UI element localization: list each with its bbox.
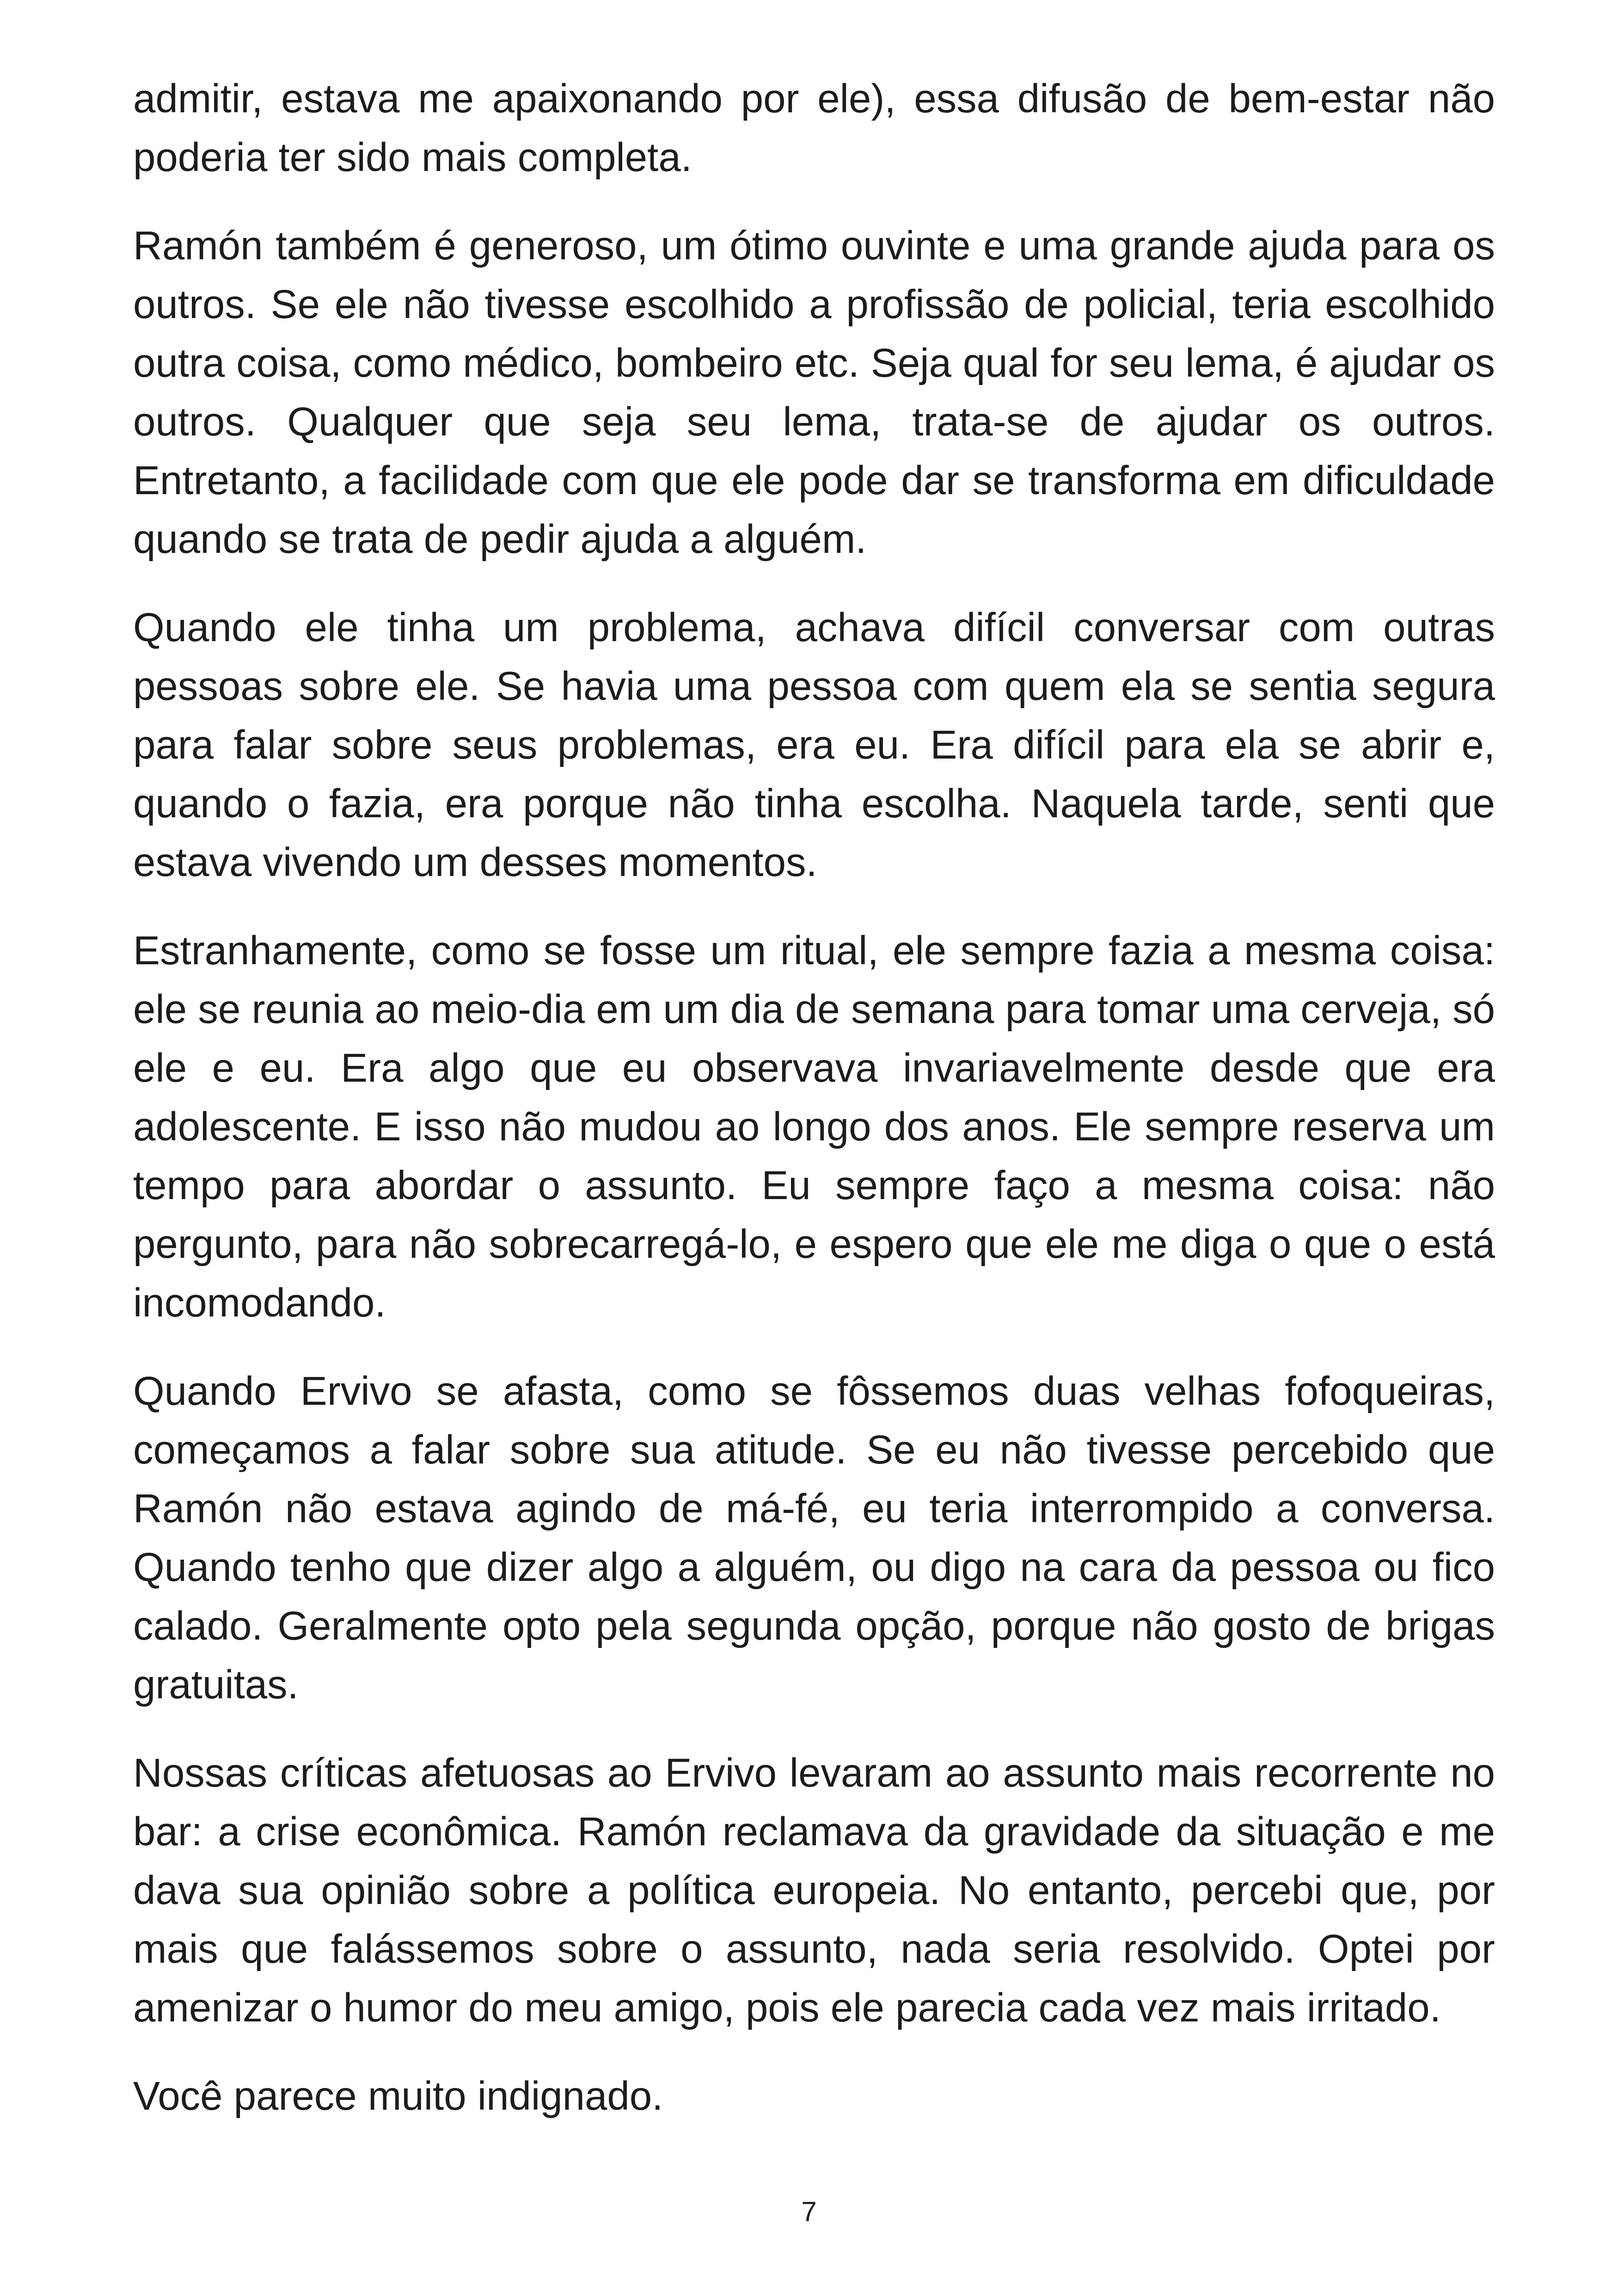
paragraph-5: Quando Ervivo se afasta, como se fôssemos duas velhas fofoqueiras, começamos a falar sobre sua atitude. Se eu não tivesse percebido que Ramón não estava agindo de má-fé, eu teria interrompido a conversa. Quando tenho que dizer algo a alguém, ou digo na cara da pessoa ou fico calado. Geralmente opto pela segunda opção, porque não gosto de brigas gratuitas.	[133, 1369, 1495, 1707]
paragraph-2: Ramón também é generoso, um ótimo ouvinte e uma grande ajuda para os outros. Se ele não tivesse escolhido a profissão de policial, teria escolhido outra coisa, como médico, bombeiro etc. Seja qual for seu lema, é ajudar os outros. Qualquer que seja seu lema, trata-se de ajudar os outros. Entretanto, a facilidade com que ele pode dar se transforma em dificuldade quando se trata de pedir ajuda a alguém.	[133, 223, 1495, 562]
paragraph-3: Quando ele tinha um problema, achava difícil conversar com outras pessoas sobre ele. Se havia uma pessoa com quem ela se sentia segura para falar sobre seus problemas, era eu. Era difícil para ela se abrir e, quando o fazia, era porque não tinha escolha. Naquela tarde, senti que estava vivendo um desses momentos.	[133, 605, 1495, 885]
page-number: 7	[801, 2196, 817, 2227]
paragraph-7: Você parece muito indignado.	[133, 2074, 663, 2118]
paragraph-6: Nossas críticas afetuosas ao Ervivo levaram ao assunto mais recorrente no bar: a crise econômica. Ramón reclamava da gravidade da situação e me dava sua opinião sobre a política europeia. No entanto, percebi que, por mais que falássemos sobre o assunto, nada seria resolvido. Optei por amenizar o humor do meu amigo, pois ele parecia cada vez mais irritado.	[133, 1751, 1495, 2030]
body-text	[133, 69, 1495, 2155]
paragraph-4: Estranhamente, como se fosse um ritual, ele sempre fazia a mesma coisa: ele se reunia ao meio-dia em um dia de semana para tomar uma cerveja, só ele e eu. Era algo que eu observava invariavelmente desde que era adolescente. E isso não mudou ao longo dos anos. Ele sempre reserva um tempo para abordar o assunto. Eu sempre faço a mesma coisa: não pergunto, para não sobrecarregá-lo, e espero que ele me diga o que o está incomodando.	[133, 928, 1495, 1325]
paragraph-1: admitir, estava me apaixonando por ele), essa difusão de bem-estar não poderia ter sido mais completa.	[133, 76, 1495, 180]
